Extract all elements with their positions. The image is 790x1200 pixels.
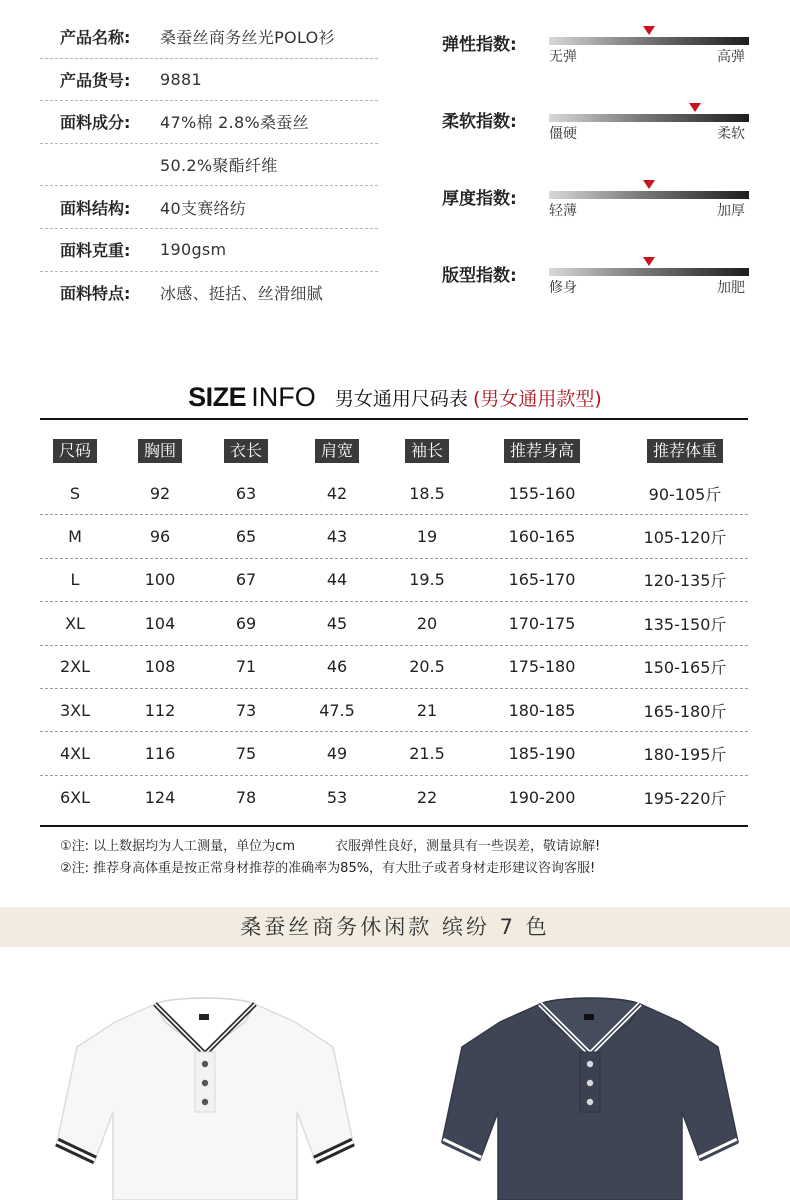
spec-label: 面料特点:: [60, 284, 131, 304]
white-polo-image: [55, 992, 355, 1200]
size-info-heading: [0, 382, 790, 413]
table-cell: XL: [65, 613, 85, 633]
table-row: [40, 646, 748, 689]
spec-row-structure: [40, 186, 378, 229]
spec-label: 面料成分:: [60, 113, 131, 133]
table-cell: 53: [326, 787, 348, 807]
table-cell: L: [70, 570, 80, 590]
table-cell: 116: [144, 744, 176, 764]
table-cell: 69: [235, 613, 257, 633]
table-cell: 3XL: [59, 700, 91, 720]
table-cell: 43: [326, 527, 348, 547]
column-header: 尺码: [53, 439, 97, 463]
table-cell: 135-150斤: [643, 614, 727, 634]
thickness-index: [440, 170, 760, 247]
table-cell: 18.5: [409, 483, 445, 503]
table-cell: 42: [326, 483, 348, 503]
index-marker-icon: [643, 257, 655, 266]
table-cell: 150-165斤: [643, 658, 727, 678]
spec-label: 产品名称:: [60, 28, 131, 48]
table-row: [40, 732, 748, 775]
note-line-2: ②注: 推荐身高体重是按正常身材推荐的准确率为85%，有大肚子或者身材走形建议咨询客服!: [60, 861, 596, 876]
index-max-label: 加厚: [717, 203, 745, 219]
table-row: [40, 559, 748, 602]
table-header-row: [40, 430, 748, 472]
size-heading-strong: SIZE: [188, 382, 247, 412]
note-line-1: [60, 836, 600, 858]
table-row: [40, 472, 748, 515]
table-cell: 195-220斤: [643, 788, 727, 808]
column-header: 袖长: [405, 439, 449, 463]
table-bottom-rule: [40, 825, 748, 827]
index-min-label: 无弹: [549, 49, 577, 65]
table-cell: 92: [149, 483, 171, 503]
table-cell: 20.5: [409, 657, 445, 677]
spec-value: 9881: [160, 69, 202, 89]
table-cell: 19.5: [409, 570, 445, 590]
spec-row-composition: [40, 101, 378, 144]
column-header: 衣长: [224, 439, 268, 463]
table-cell: 105-120斤: [643, 528, 727, 548]
table-cell: 108: [144, 657, 176, 677]
note-1-text: ①注: 以上数据均为人工测量，单位为cm: [60, 839, 295, 854]
elasticity-index: [440, 16, 760, 93]
table-cell: 63: [235, 483, 257, 503]
table-cell: 75: [235, 744, 257, 764]
table-row: [40, 515, 748, 558]
table-cell: 120-135斤: [643, 571, 727, 591]
table-cell: 22: [416, 787, 438, 807]
table-cell: 96: [149, 527, 171, 547]
spec-row-sku: [40, 59, 378, 102]
index-label: 弹性指数:: [442, 35, 517, 55]
spec-label: 面料克重:: [60, 241, 131, 261]
table-cell: 185-190: [508, 744, 576, 764]
table-cell: M: [68, 527, 82, 547]
table-cell: 44: [326, 570, 348, 590]
index-marker-icon: [643, 180, 655, 189]
size-notes: [60, 836, 600, 880]
navy-polo-shirt-icon: [440, 992, 740, 1200]
column-header: 肩宽: [315, 439, 359, 463]
note-1-extra: 衣服弹性良好，测量具有一些误差，敬请谅解!: [334, 839, 601, 854]
column-header: 推荐体重: [647, 439, 723, 463]
table-cell: S: [69, 483, 81, 503]
index-min-label: 轻薄: [549, 203, 577, 219]
index-max-label: 高弹: [717, 49, 745, 65]
color-banner: 桑蚕丝商务休闲款 缤纷 7 色: [0, 907, 790, 947]
table-row: [40, 776, 748, 819]
index-marker-icon: [643, 26, 655, 35]
table-cell: 165-180斤: [643, 701, 727, 721]
fit-index: [440, 247, 760, 324]
table-row: [40, 689, 748, 732]
index-min-label: 修身: [549, 280, 577, 296]
table-cell: 180-185: [508, 700, 576, 720]
spec-label: 产品货号:: [60, 70, 131, 90]
table-cell: 6XL: [59, 787, 91, 807]
spec-row-name: [40, 16, 378, 59]
spec-value: 40支赛络纺: [160, 198, 247, 218]
spec-value: 47%棉 2.8%桑蚕丝: [160, 113, 309, 133]
table-cell: 112: [144, 700, 176, 720]
table-cell: 90-105斤: [648, 484, 722, 504]
table-cell: 2XL: [59, 657, 91, 677]
table-cell: 65: [235, 527, 257, 547]
spec-value: 50.2%聚酯纤维: [160, 156, 278, 176]
spec-label: 面料结构:: [60, 198, 131, 218]
spec-value: 冰感、挺括、丝滑细腻: [160, 284, 324, 304]
index-max-label: 加肥: [717, 280, 745, 296]
spec-row-composition-cont: [40, 144, 378, 187]
table-cell: 180-195斤: [643, 745, 727, 765]
navy-polo-image: [440, 992, 740, 1200]
size-table: [40, 430, 748, 819]
table-cell: 190-200: [508, 787, 576, 807]
size-heading-light: INFO: [251, 382, 316, 412]
index-label: 厚度指数:: [442, 189, 517, 209]
table-cell: 21.5: [409, 744, 445, 764]
table-cell: 71: [235, 657, 257, 677]
index-gradient-bar: [549, 191, 749, 199]
index-marker-icon: [689, 103, 701, 112]
index-label: 柔软指数:: [442, 112, 517, 132]
table-cell: 78: [235, 787, 257, 807]
fabric-index-panel: [440, 16, 760, 324]
table-cell: 67: [235, 570, 257, 590]
spec-value: 桑蚕丝商务丝光POLO衫: [160, 28, 335, 48]
table-cell: 73: [235, 700, 257, 720]
table-row: [40, 602, 748, 645]
table-cell: 175-180: [508, 657, 576, 677]
table-cell: 4XL: [59, 744, 91, 764]
index-max-label: 柔软: [717, 126, 745, 142]
index-gradient-bar: [549, 114, 749, 122]
table-cell: 45: [326, 613, 348, 633]
table-cell: 46: [326, 657, 348, 677]
table-cell: 170-175: [508, 613, 576, 633]
size-heading-title: 男女通用尺码表: [334, 388, 468, 410]
column-header: 推荐身高: [504, 439, 580, 463]
product-spec-list: [40, 16, 378, 314]
table-top-rule: [40, 418, 748, 420]
table-cell: 20: [416, 613, 438, 633]
index-gradient-bar: [549, 37, 749, 45]
index-label: 版型指数:: [442, 266, 517, 286]
table-cell: 160-165: [508, 527, 576, 547]
white-polo-shirt-icon: [55, 992, 355, 1200]
index-min-label: 僵硬: [549, 126, 577, 142]
spec-value: 190gsm: [160, 240, 227, 260]
column-header: 胸围: [138, 439, 182, 463]
table-body: [40, 472, 748, 819]
table-cell: 21: [416, 700, 438, 720]
table-cell: 104: [144, 613, 176, 633]
spec-row-weight: [40, 229, 378, 272]
size-heading-note: (男女通用款型): [472, 388, 602, 410]
index-gradient-bar: [549, 268, 749, 276]
table-cell: 155-160: [508, 483, 576, 503]
table-cell: 100: [144, 570, 176, 590]
spec-row-features: [40, 272, 378, 315]
softness-index: [440, 93, 760, 170]
table-cell: 47.5: [319, 700, 355, 720]
table-cell: 124: [144, 787, 176, 807]
table-cell: 49: [326, 744, 348, 764]
table-cell: 19: [416, 527, 438, 547]
table-cell: 165-170: [508, 570, 576, 590]
